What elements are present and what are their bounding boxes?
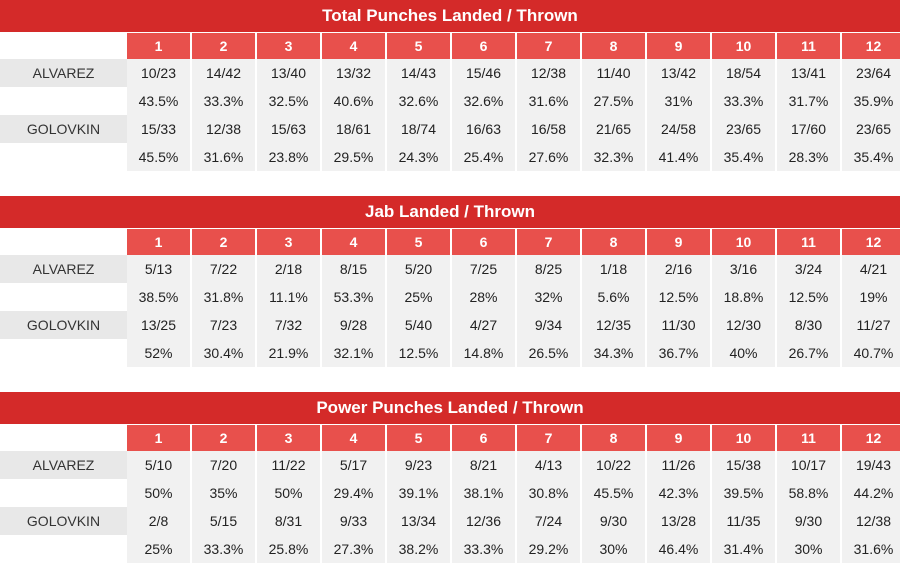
percent-cell: 25.4%: [452, 143, 515, 171]
percent-cell: 27.5%: [582, 87, 645, 115]
percent-cell: 12.5%: [647, 283, 710, 311]
landed-thrown-cell: 4/21: [842, 255, 900, 283]
fighter-landed-row: [0, 451, 900, 479]
percent-cell: 31.6%: [842, 535, 900, 563]
round-number: 4: [322, 229, 385, 255]
round-number: 10: [712, 33, 775, 59]
percent-cell: 5.6%: [582, 283, 645, 311]
round-number: 5: [387, 229, 450, 255]
fighter-name: ALVAREZ: [0, 59, 127, 87]
percent-cell: 32.6%: [387, 87, 450, 115]
landed-thrown-cell: 13/25: [127, 311, 190, 339]
percent-cell: 28.3%: [777, 143, 840, 171]
fighter-percent-row: [0, 339, 900, 367]
percent-label-blank: [0, 535, 127, 563]
fighter-percent-row: [0, 479, 900, 507]
landed-thrown-cell: 23/65: [712, 115, 775, 143]
round-number: 4: [322, 33, 385, 59]
percent-cell: 35.9%: [842, 87, 900, 115]
table-title: Power Punches Landed / Thrown: [0, 392, 900, 424]
percent-cell: 29.5%: [322, 143, 385, 171]
percent-cell: 30%: [582, 535, 645, 563]
round-number: 10: [712, 229, 775, 255]
percent-cell: 40%: [712, 339, 775, 367]
landed-thrown-cell: 19/43: [842, 451, 900, 479]
landed-thrown-cell: 13/41: [777, 59, 840, 87]
landed-thrown-cell: 11/35: [712, 507, 775, 535]
percent-cell: 11.1%: [257, 283, 320, 311]
landed-thrown-cell: 18/61: [322, 115, 385, 143]
landed-thrown-cell: 11/30: [647, 311, 710, 339]
percent-cell: 12.5%: [387, 339, 450, 367]
landed-thrown-cell: 13/34: [387, 507, 450, 535]
percent-cell: 31.8%: [192, 283, 255, 311]
percent-cell: 30%: [777, 535, 840, 563]
landed-thrown-cell: 7/24: [517, 507, 580, 535]
landed-thrown-cell: 8/21: [452, 451, 515, 479]
fighter-percent-row: [0, 143, 900, 171]
landed-thrown-cell: 21/65: [582, 115, 645, 143]
landed-thrown-cell: 9/30: [582, 507, 645, 535]
percent-cell: 35.4%: [842, 143, 900, 171]
table-title: Jab Landed / Thrown: [0, 196, 900, 228]
landed-thrown-cell: 10/17: [777, 451, 840, 479]
landed-thrown-cell: 13/40: [257, 59, 320, 87]
percent-cell: 33.3%: [712, 87, 775, 115]
landed-thrown-cell: 7/22: [192, 255, 255, 283]
landed-thrown-cell: 12/38: [517, 59, 580, 87]
round-number: 1: [127, 425, 190, 451]
landed-thrown-cell: 3/16: [712, 255, 775, 283]
round-number: 3: [257, 33, 320, 59]
fighter-name: GOLOVKIN: [0, 115, 127, 143]
landed-thrown-cell: 8/15: [322, 255, 385, 283]
header-blank-cell: [0, 229, 127, 255]
landed-thrown-cell: 12/38: [842, 507, 900, 535]
percent-cell: 42.3%: [647, 479, 710, 507]
round-number: 2: [192, 229, 255, 255]
landed-thrown-cell: 9/28: [322, 311, 385, 339]
round-number: 9: [647, 33, 710, 59]
fighter-landed-row: [0, 115, 900, 143]
landed-thrown-cell: 11/40: [582, 59, 645, 87]
landed-thrown-cell: 13/42: [647, 59, 710, 87]
fighter-percent-row: [0, 87, 900, 115]
fighter-name: ALVAREZ: [0, 451, 127, 479]
percent-cell: 26.7%: [777, 339, 840, 367]
percent-cell: 25%: [127, 535, 190, 563]
percent-cell: 19%: [842, 283, 900, 311]
percent-cell: 25.8%: [257, 535, 320, 563]
percent-cell: 41.4%: [647, 143, 710, 171]
round-header-row: [0, 424, 900, 451]
round-number: 1: [127, 33, 190, 59]
landed-thrown-cell: 1/18: [582, 255, 645, 283]
percent-cell: 29.4%: [322, 479, 385, 507]
fighter-percent-row: [0, 283, 900, 311]
round-number: 8: [582, 33, 645, 59]
landed-thrown-cell: 9/34: [517, 311, 580, 339]
header-blank-cell: [0, 33, 127, 59]
landed-thrown-cell: 5/40: [387, 311, 450, 339]
round-number: 2: [192, 425, 255, 451]
percent-cell: 38.2%: [387, 535, 450, 563]
percent-cell: 31.7%: [777, 87, 840, 115]
percent-cell: 53.3%: [322, 283, 385, 311]
percent-cell: 33.3%: [192, 535, 255, 563]
landed-thrown-cell: 14/42: [192, 59, 255, 87]
landed-thrown-cell: 11/26: [647, 451, 710, 479]
percent-cell: 25%: [387, 283, 450, 311]
round-number: 9: [647, 229, 710, 255]
round-number: 11: [777, 425, 840, 451]
landed-thrown-cell: 18/54: [712, 59, 775, 87]
percent-cell: 40.7%: [842, 339, 900, 367]
percent-cell: 27.6%: [517, 143, 580, 171]
table-title: Total Punches Landed / Thrown: [0, 0, 900, 32]
round-header-row: [0, 228, 900, 255]
percent-cell: 31%: [647, 87, 710, 115]
landed-thrown-cell: 7/20: [192, 451, 255, 479]
stats-table: [0, 196, 900, 367]
round-number: 4: [322, 425, 385, 451]
landed-thrown-cell: 5/15: [192, 507, 255, 535]
percent-cell: 50%: [257, 479, 320, 507]
percent-cell: 44.2%: [842, 479, 900, 507]
percent-cell: 30.8%: [517, 479, 580, 507]
round-number: 7: [517, 229, 580, 255]
percent-cell: 34.3%: [582, 339, 645, 367]
landed-thrown-cell: 13/28: [647, 507, 710, 535]
landed-thrown-cell: 11/27: [842, 311, 900, 339]
round-number: 5: [387, 33, 450, 59]
landed-thrown-cell: 13/32: [322, 59, 385, 87]
percent-cell: 31.6%: [517, 87, 580, 115]
landed-thrown-cell: 12/38: [192, 115, 255, 143]
round-number: 11: [777, 33, 840, 59]
round-number: 8: [582, 425, 645, 451]
percent-label-blank: [0, 339, 127, 367]
percent-cell: 32.1%: [322, 339, 385, 367]
percent-cell: 27.3%: [322, 535, 385, 563]
round-number: 12: [842, 229, 900, 255]
round-number: 6: [452, 33, 515, 59]
round-number: 7: [517, 425, 580, 451]
percent-cell: 28%: [452, 283, 515, 311]
percent-cell: 58.8%: [777, 479, 840, 507]
percent-cell: 30.4%: [192, 339, 255, 367]
round-number: 10: [712, 425, 775, 451]
landed-thrown-cell: 16/63: [452, 115, 515, 143]
round-header-row: [0, 32, 900, 59]
percent-cell: 35.4%: [712, 143, 775, 171]
landed-thrown-cell: 15/46: [452, 59, 515, 87]
percent-label-blank: [0, 87, 127, 115]
fighter-percent-row: [0, 535, 900, 563]
percent-cell: 46.4%: [647, 535, 710, 563]
percent-cell: 21.9%: [257, 339, 320, 367]
stats-table: [0, 392, 900, 563]
fighter-landed-row: [0, 59, 900, 87]
percent-cell: 31.6%: [192, 143, 255, 171]
landed-thrown-cell: 4/27: [452, 311, 515, 339]
landed-thrown-cell: 23/65: [842, 115, 900, 143]
fighter-name: GOLOVKIN: [0, 311, 127, 339]
round-number: 7: [517, 33, 580, 59]
percent-cell: 33.3%: [192, 87, 255, 115]
round-number: 2: [192, 33, 255, 59]
landed-thrown-cell: 17/60: [777, 115, 840, 143]
landed-thrown-cell: 2/18: [257, 255, 320, 283]
landed-thrown-cell: 5/10: [127, 451, 190, 479]
header-blank-cell: [0, 425, 127, 451]
landed-thrown-cell: 12/30: [712, 311, 775, 339]
landed-thrown-cell: 15/38: [712, 451, 775, 479]
landed-thrown-cell: 18/74: [387, 115, 450, 143]
round-number: 1: [127, 229, 190, 255]
fighter-landed-row: [0, 255, 900, 283]
round-number: 6: [452, 425, 515, 451]
landed-thrown-cell: 24/58: [647, 115, 710, 143]
percent-cell: 36.7%: [647, 339, 710, 367]
landed-thrown-cell: 14/43: [387, 59, 450, 87]
percent-cell: 39.5%: [712, 479, 775, 507]
round-number: 12: [842, 425, 900, 451]
landed-thrown-cell: 2/8: [127, 507, 190, 535]
landed-thrown-cell: 7/25: [452, 255, 515, 283]
landed-thrown-cell: 8/31: [257, 507, 320, 535]
landed-thrown-cell: 5/13: [127, 255, 190, 283]
percent-cell: 12.5%: [777, 283, 840, 311]
percent-cell: 23.8%: [257, 143, 320, 171]
fighter-name: GOLOVKIN: [0, 507, 127, 535]
percent-cell: 32.5%: [257, 87, 320, 115]
percent-label-blank: [0, 283, 127, 311]
fighter-landed-row: [0, 311, 900, 339]
landed-thrown-cell: 15/63: [257, 115, 320, 143]
percent-cell: 32.3%: [582, 143, 645, 171]
percent-cell: 18.8%: [712, 283, 775, 311]
landed-thrown-cell: 2/16: [647, 255, 710, 283]
landed-thrown-cell: 16/58: [517, 115, 580, 143]
percent-cell: 26.5%: [517, 339, 580, 367]
percent-cell: 31.4%: [712, 535, 775, 563]
landed-thrown-cell: 4/13: [517, 451, 580, 479]
percent-cell: 24.3%: [387, 143, 450, 171]
percent-label-blank: [0, 479, 127, 507]
fighter-landed-row: [0, 507, 900, 535]
landed-thrown-cell: 12/35: [582, 311, 645, 339]
percent-cell: 39.1%: [387, 479, 450, 507]
landed-thrown-cell: 8/25: [517, 255, 580, 283]
landed-thrown-cell: 15/33: [127, 115, 190, 143]
landed-thrown-cell: 8/30: [777, 311, 840, 339]
fighter-name: ALVAREZ: [0, 255, 127, 283]
landed-thrown-cell: 7/32: [257, 311, 320, 339]
landed-thrown-cell: 9/33: [322, 507, 385, 535]
landed-thrown-cell: 9/23: [387, 451, 450, 479]
round-number: 12: [842, 33, 900, 59]
percent-cell: 38.5%: [127, 283, 190, 311]
percent-cell: 45.5%: [127, 143, 190, 171]
round-number: 3: [257, 229, 320, 255]
stats-table: [0, 0, 900, 171]
landed-thrown-cell: 11/22: [257, 451, 320, 479]
percent-cell: 40.6%: [322, 87, 385, 115]
landed-thrown-cell: 12/36: [452, 507, 515, 535]
landed-thrown-cell: 3/24: [777, 255, 840, 283]
percent-cell: 52%: [127, 339, 190, 367]
percent-cell: 14.8%: [452, 339, 515, 367]
round-number: 9: [647, 425, 710, 451]
landed-thrown-cell: 9/30: [777, 507, 840, 535]
round-number: 3: [257, 425, 320, 451]
round-number: 5: [387, 425, 450, 451]
percent-cell: 45.5%: [582, 479, 645, 507]
percent-cell: 43.5%: [127, 87, 190, 115]
landed-thrown-cell: 5/20: [387, 255, 450, 283]
round-number: 11: [777, 229, 840, 255]
percent-cell: 50%: [127, 479, 190, 507]
landed-thrown-cell: 10/23: [127, 59, 190, 87]
percent-cell: 35%: [192, 479, 255, 507]
percent-cell: 33.3%: [452, 535, 515, 563]
percent-cell: 38.1%: [452, 479, 515, 507]
landed-thrown-cell: 23/64: [842, 59, 900, 87]
percent-label-blank: [0, 143, 127, 171]
round-number: 6: [452, 229, 515, 255]
round-number: 8: [582, 229, 645, 255]
percent-cell: 29.2%: [517, 535, 580, 563]
percent-cell: 32%: [517, 283, 580, 311]
percent-cell: 32.6%: [452, 87, 515, 115]
landed-thrown-cell: 10/22: [582, 451, 645, 479]
landed-thrown-cell: 7/23: [192, 311, 255, 339]
landed-thrown-cell: 5/17: [322, 451, 385, 479]
